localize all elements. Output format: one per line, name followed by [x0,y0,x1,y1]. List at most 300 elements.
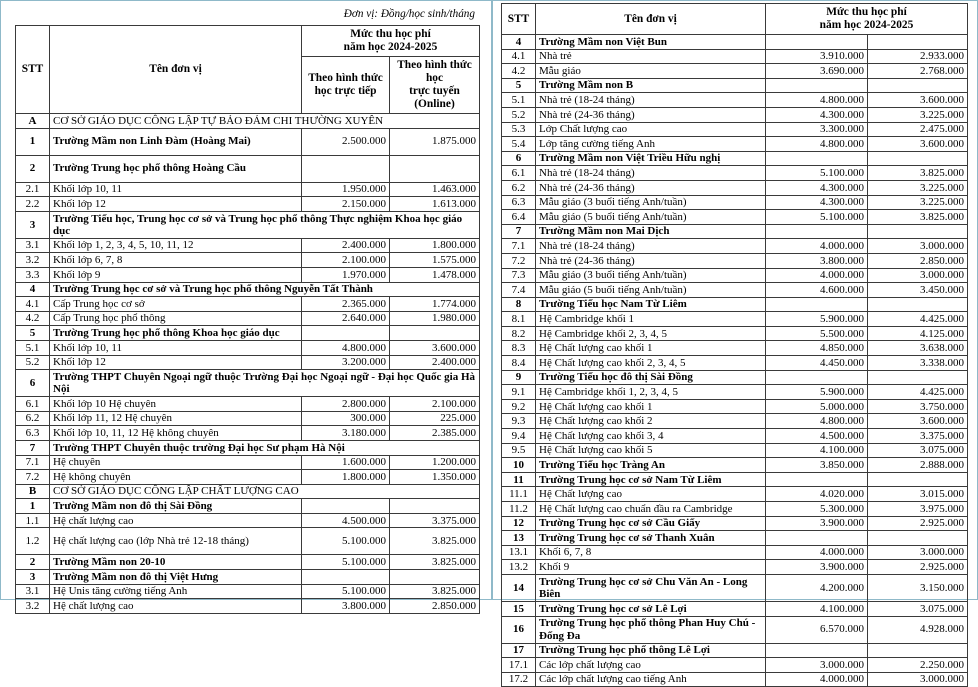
cell-name: Khối lớp 12 [50,197,302,212]
cell-stt: 6.2 [502,180,536,195]
cell-fee-online: 2.933.000 [868,49,968,64]
cell-fee-online: 1.875.000 [390,128,480,155]
cell-fee-online: 3.075.000 [868,443,968,458]
cell-fee-online: 4.425.000 [868,385,968,400]
table-row [16,455,480,470]
fee-table-right [501,3,968,687]
table-row [16,253,480,268]
cell-stt: 4 [502,35,536,50]
cell-name: Cấp Trung học cơ sở [50,297,302,312]
cell-name: Nhà trẻ [536,49,766,64]
cell-name: Trường Trung học cơ sở Thanh Xuân [536,531,766,546]
cell-fee-direct: 1.970.000 [302,267,390,282]
cell-fee-online [868,472,968,487]
header-money-line1: Mức thu học phí [350,28,431,40]
cell-stt: 12 [502,516,536,531]
cell-stt: 8.3 [502,341,536,356]
cell-name: Trường Tiểu học Nam Từ Liêm [536,297,766,312]
cell-fee-direct: 4.300.000 [766,107,868,122]
cell-name: Hệ Unis tăng cường tiếng Anh [50,584,302,599]
cell-stt: 1.2 [16,528,50,555]
cell-name: Nhà trẻ (18-24 tháng) [536,166,766,181]
cell-fee-direct: 1.800.000 [302,470,390,485]
cell-fee-direct: 4.100.000 [766,601,868,616]
cell-fee-direct [766,35,868,50]
cell-stt: 9.4 [502,429,536,444]
cell-name: Trường Mầm non đô thị Việt Hưng [50,570,302,585]
cell-fee-direct: 6.570.000 [766,616,868,643]
table-row [502,239,968,254]
table-row [502,195,968,210]
cell-stt: 5.2 [502,107,536,122]
header-direct-line1: Theo hình thức [308,72,383,84]
cell-name: Khối lớp 1, 2, 3, 4, 5, 10, 11, 12 [50,238,302,253]
cell-fee-direct: 4.000.000 [766,268,868,283]
header-row-top [16,26,480,57]
cell-stt: 3 [16,570,50,585]
cell-stt: 8.2 [502,326,536,341]
cell-fee-online: 1.774.000 [390,297,480,312]
cell-stt: 7.2 [502,253,536,268]
cell-fee-direct: 4.000.000 [766,545,868,560]
table-row [502,224,968,239]
cell-name: Trường THPT Chuyên Ngoại ngữ thuộc Trường Đại học Ngoại ngữ - Đại học Quốc gia Hà Nội [50,370,480,397]
cell-stt: 17.1 [502,658,536,673]
cell-fee-online: 1.463.000 [390,182,480,197]
cell-name: Hệ Chất lượng cao khối 5 [536,443,766,458]
table-row [502,399,968,414]
cell-name: Nhà trẻ (24-36 tháng) [536,253,766,268]
table-row [502,601,968,616]
cell-name: Trường THPT Chuyên thuộc trường Đại học Sư phạm Hà Nội [50,440,480,455]
table-row [16,267,480,282]
cell-name: Trường Mầm non Mai Dịch [536,224,766,239]
cell-fee-online: 3.000.000 [868,545,968,560]
cell-fee-direct: 4.850.000 [766,341,868,356]
table-row [16,513,480,528]
cell-name: Khối lớp 10, 11 [50,182,302,197]
cell-name: Hệ chất lượng cao (lớp Nhà trẻ 12-18 tháng) [50,528,302,555]
cell-fee-direct: 3.800.000 [302,599,390,614]
page-left [0,0,492,612]
cell-name: Trường Mầm non Việt Bun [536,35,766,50]
cell-name: Trường Trung học cơ sở Chu Văn An - Long Biên [536,574,766,601]
cell-stt: 16 [502,616,536,643]
cell-fee-online: 2.850.000 [868,253,968,268]
cell-fee-direct [766,472,868,487]
cell-fee-online: 3.825.000 [390,528,480,555]
cell-stt: 1 [16,128,50,155]
table-row [16,326,480,341]
cell-fee-online [868,78,968,93]
cell-fee-direct [766,151,868,166]
cell-fee-direct: 5.300.000 [766,502,868,517]
table-row [502,283,968,298]
cell-stt: 7.1 [16,455,50,470]
cell-name: Hệ chuyên [50,455,302,470]
cell-fee-online: 1.980.000 [390,311,480,326]
cell-fee-online: 2.400.000 [390,355,480,370]
cell-name: Trường Trung học cơ sở Cầu Giấy [536,516,766,531]
cell-stt: 5 [16,326,50,341]
cell-name: Mẫu giáo (5 buổi tiếng Anh/tuần) [536,283,766,298]
table-row [16,311,480,326]
cell-fee-online: 3.600.000 [868,414,968,429]
cell-name: Hệ Chất lượng cao khối 2 [536,414,766,429]
cell-fee-direct: 4.300.000 [766,180,868,195]
cell-fee-online [868,35,968,50]
cell-fee-online: 3.000.000 [868,268,968,283]
cell-name: Khối lớp 10, 11, 12 Hệ không chuyên [50,426,302,441]
cell-stt: A [16,114,50,129]
header-stt: STT [16,26,50,114]
cell-fee-online: 3.825.000 [868,166,968,181]
table-row [16,370,480,397]
cell-stt: 14 [502,574,536,601]
table-row [502,502,968,517]
table-row [16,484,480,499]
cell-fee-direct: 4.600.000 [766,283,868,298]
cell-stt: 3 [16,211,50,238]
cell-fee-direct: 3.300.000 [766,122,868,137]
table-row [502,356,968,371]
cell-stt: 11.2 [502,502,536,517]
table-row [502,545,968,560]
cell-fee-direct [766,531,868,546]
cell-stt: 6 [502,151,536,166]
cell-stt: 13.2 [502,560,536,575]
table-row [16,570,480,585]
cell-name: Mẫu giáo (5 buổi tiếng Anh/tuần) [536,210,766,225]
table-row [502,297,968,312]
header-money-line2: năm học 2024-2025 [343,41,438,53]
cell-stt: 4.1 [502,49,536,64]
table-row [502,385,968,400]
table-row [502,487,968,502]
cell-fee-online: 2.250.000 [868,658,968,673]
header-money-line2: năm học 2024-2025 [819,19,914,31]
table-row [502,64,968,79]
cell-fee-online [390,155,480,182]
unit-note: Đơn vị: Đồng/học sinh/tháng [343,8,475,20]
cell-stt: 4.2 [502,64,536,79]
cell-name: Nhà trẻ (24-36 tháng) [536,180,766,195]
table-row [16,584,480,599]
cell-stt: 3.1 [16,584,50,599]
table-row [16,499,480,514]
table-row [502,312,968,327]
cell-fee-direct [302,326,390,341]
header-name: Tên đơn vị [50,26,302,114]
cell-name: Trường Tiểu học Tràng An [536,458,766,473]
table-row [502,658,968,673]
cell-name: Trường Trung học cơ sở và Trung học phổ thông Nguyễn Tất Thành [50,282,480,297]
table-row [502,643,968,658]
table-row [502,151,968,166]
cell-fee-online: 1.575.000 [390,253,480,268]
table-row [502,210,968,225]
header-online [390,57,480,114]
table-row [502,180,968,195]
table-row [16,340,480,355]
table-row [502,574,968,601]
cell-fee-online: 3.225.000 [868,107,968,122]
cell-fee-direct [302,570,390,585]
cell-fee-online: 3.225.000 [868,195,968,210]
table-head-left [16,26,480,114]
table-row [502,137,968,152]
cell-fee-online: 3.375.000 [390,513,480,528]
cell-name: Hệ chất lượng cao [50,599,302,614]
table-head-right [502,4,968,35]
cell-name: Khối lớp 10, 11 [50,340,302,355]
cell-fee-online: 2.888.000 [868,458,968,473]
cell-stt: 7.1 [502,239,536,254]
header-stt: STT [502,4,536,35]
cell-name: Khối 6, 7, 8 [536,545,766,560]
table-row [502,443,968,458]
cell-fee-direct [302,155,390,182]
cell-fee-online: 1.478.000 [390,267,480,282]
cell-fee-direct [766,78,868,93]
cell-name: Trường Trung học phổ thông Hoàng Cầu [50,155,302,182]
cell-fee-direct: 2.400.000 [302,238,390,253]
table-row [16,355,480,370]
table-row [502,341,968,356]
cell-name: Hệ Chất lượng cao [536,487,766,502]
cell-fee-direct: 1.950.000 [302,182,390,197]
page-right [492,0,978,686]
cell-fee-online [390,570,480,585]
cell-fee-online: 2.925.000 [868,560,968,575]
cell-name: Hệ Cambridge khối 2, 3, 4, 5 [536,326,766,341]
cell-name: Mẫu giáo (3 buổi tiếng Anh/tuần) [536,268,766,283]
table-row [502,268,968,283]
cell-fee-online: 3.450.000 [868,283,968,298]
cell-fee-direct: 5.100.000 [766,210,868,225]
cell-name: Trường Mầm non B [536,78,766,93]
cell-stt: 9 [502,370,536,385]
cell-fee-online [868,370,968,385]
cell-name: Trường Trung học phổ thông Phan Huy Chú - Đống Đa [536,616,766,643]
table-row [16,411,480,426]
table-body-right [502,35,968,687]
cell-name: Trường Mầm non 20-10 [50,555,302,570]
cell-stt: 3.2 [16,253,50,268]
cell-fee-online: 3.000.000 [868,672,968,687]
cell-name: Trường Tiểu học, Trung học cơ sở và Trung học phổ thông Thực nghiệm Khoa học giáo dục [50,211,480,238]
cell-stt: 7.4 [502,283,536,298]
cell-stt: 5.1 [16,340,50,355]
header-online-line1: Theo hình thức học [397,59,472,84]
cell-fee-direct: 5.900.000 [766,312,868,327]
cell-name: Trường Trung học cơ sở Nam Từ Liêm [536,472,766,487]
table-row [502,78,968,93]
table-row [16,599,480,614]
cell-name: CƠ SỞ GIÁO DỤC CÔNG LẬP TỰ BẢO ĐẢM CHI THƯỜNG XUYÊN [50,114,480,129]
cell-fee-online: 1.800.000 [390,238,480,253]
cell-fee-online: 3.000.000 [868,239,968,254]
cell-fee-direct: 4.020.000 [766,487,868,502]
cell-fee-direct: 3.900.000 [766,516,868,531]
cell-name: Mẫu giáo [536,64,766,79]
table-row [16,440,480,455]
cell-fee-online [868,151,968,166]
cell-name: Hệ Chất lượng cao chuẩn đầu ra Cambridge [536,502,766,517]
cell-fee-online: 2.475.000 [868,122,968,137]
cell-stt: 9.3 [502,414,536,429]
cell-stt: 6.1 [502,166,536,181]
cell-fee-online: 2.100.000 [390,397,480,412]
cell-fee-online: 3.338.000 [868,356,968,371]
cell-stt: 9.5 [502,443,536,458]
header-name: Tên đơn vị [536,4,766,35]
cell-fee-direct: 3.910.000 [766,49,868,64]
cell-stt: 8 [502,297,536,312]
cell-fee-online: 1.613.000 [390,197,480,212]
table-row [502,49,968,64]
cell-stt: 4 [16,282,50,297]
cell-name: Hệ Chất lượng cao khối 3, 4 [536,429,766,444]
cell-fee-direct: 3.000.000 [766,658,868,673]
cell-fee-direct: 4.000.000 [766,239,868,254]
table-row [502,166,968,181]
cell-name: Hệ Chất lượng cao khối 1 [536,341,766,356]
cell-fee-direct: 2.500.000 [302,128,390,155]
cell-stt: 6 [16,370,50,397]
cell-fee-direct: 4.000.000 [766,672,868,687]
cell-name: Khối lớp 9 [50,267,302,282]
cell-stt: 7 [16,440,50,455]
table-row [502,516,968,531]
cell-name: Hệ không chuyên [50,470,302,485]
header-money-group [766,4,968,35]
table-row [502,253,968,268]
cell-stt: 8.1 [502,312,536,327]
header-online-line2: trực tuyến (Online) [409,85,460,110]
cell-stt: 5.3 [502,122,536,137]
cell-stt: 2.1 [16,182,50,197]
table-row [16,197,480,212]
cell-name: Khối lớp 11, 12 Hệ chuyên [50,411,302,426]
cell-fee-direct: 5.500.000 [766,326,868,341]
cell-name: Nhà trẻ (24-36 tháng) [536,107,766,122]
cell-name: Hệ Cambridge khối 1 [536,312,766,327]
table-row [16,114,480,129]
cell-fee-direct: 3.850.000 [766,458,868,473]
cell-stt: 13.1 [502,545,536,560]
table-row [16,426,480,441]
cell-fee-online: 3.150.000 [868,574,968,601]
table-row [502,326,968,341]
cell-fee-online: 225.000 [390,411,480,426]
cell-stt: B [16,484,50,499]
cell-fee-direct: 4.450.000 [766,356,868,371]
cell-stt: 7.2 [16,470,50,485]
cell-fee-direct: 2.365.000 [302,297,390,312]
cell-fee-online: 3.075.000 [868,601,968,616]
cell-fee-direct: 5.900.000 [766,385,868,400]
cell-name: Khối lớp 6, 7, 8 [50,253,302,268]
cell-fee-online: 3.975.000 [868,502,968,517]
cell-name: Hệ Cambridge khối 1, 2, 3, 4, 5 [536,385,766,400]
cell-stt: 5.1 [502,93,536,108]
cell-stt: 3.2 [16,599,50,614]
fee-table-left [15,25,480,614]
cell-fee-online [390,499,480,514]
cell-fee-direct: 3.200.000 [302,355,390,370]
table-row [16,155,480,182]
cell-name: Mẫu giáo (3 buổi tiếng Anh/tuần) [536,195,766,210]
table-row [502,616,968,643]
cell-fee-direct: 3.800.000 [766,253,868,268]
cell-name: Lớp Chất lượng cao [536,122,766,137]
cell-stt: 4.2 [16,311,50,326]
cell-fee-direct: 4.800.000 [766,414,868,429]
cell-stt: 8.4 [502,356,536,371]
cell-stt: 6.4 [502,210,536,225]
cell-fee-direct: 1.600.000 [302,455,390,470]
cell-name: Lớp tăng cường tiếng Anh [536,137,766,152]
table-row [502,370,968,385]
cell-fee-online: 3.600.000 [390,340,480,355]
cell-fee-direct: 4.500.000 [302,513,390,528]
table-row [16,182,480,197]
cell-stt: 1 [16,499,50,514]
cell-fee-direct: 4.500.000 [766,429,868,444]
cell-name: Nhà trẻ (18-24 tháng) [536,239,766,254]
cell-stt: 5.4 [502,137,536,152]
table-row [16,211,480,238]
cell-name: Cấp Trung học phổ thông [50,311,302,326]
cell-fee-online: 4.125.000 [868,326,968,341]
cell-stt: 6.2 [16,411,50,426]
table-row [502,414,968,429]
cell-fee-direct: 5.000.000 [766,399,868,414]
cell-fee-online: 1.200.000 [390,455,480,470]
cell-fee-direct: 300.000 [302,411,390,426]
cell-fee-direct: 4.800.000 [766,93,868,108]
cell-fee-online: 2.925.000 [868,516,968,531]
table-row [502,531,968,546]
cell-name: Các lớp chất lượng cao [536,658,766,673]
cell-name: Trường Mầm non Việt Triều Hữu nghị [536,151,766,166]
header-direct-line2: học trực tiếp [314,85,377,97]
cell-fee-online: 3.375.000 [868,429,968,444]
cell-fee-online [868,297,968,312]
cell-fee-online: 2.850.000 [390,599,480,614]
cell-stt: 2.2 [16,197,50,212]
cell-fee-direct: 3.180.000 [302,426,390,441]
cell-fee-online: 2.768.000 [868,64,968,79]
cell-fee-online: 3.825.000 [390,584,480,599]
table-row [502,472,968,487]
cell-stt: 2 [16,155,50,182]
cell-fee-direct: 2.100.000 [302,253,390,268]
cell-fee-direct [766,224,868,239]
cell-name: Trường Trung học phổ thông Khoa học giáo dục [50,326,302,341]
cell-name: Trường Trung học cơ sở Lê Lợi [536,601,766,616]
cell-fee-online: 4.425.000 [868,312,968,327]
header-money-group [302,26,480,57]
cell-stt: 2 [16,555,50,570]
header-money-line1: Mức thu học phí [826,6,907,18]
cell-stt: 5 [502,78,536,93]
cell-fee-direct [766,643,868,658]
cell-stt: 9.2 [502,399,536,414]
cell-stt: 7 [502,224,536,239]
table-row [502,458,968,473]
